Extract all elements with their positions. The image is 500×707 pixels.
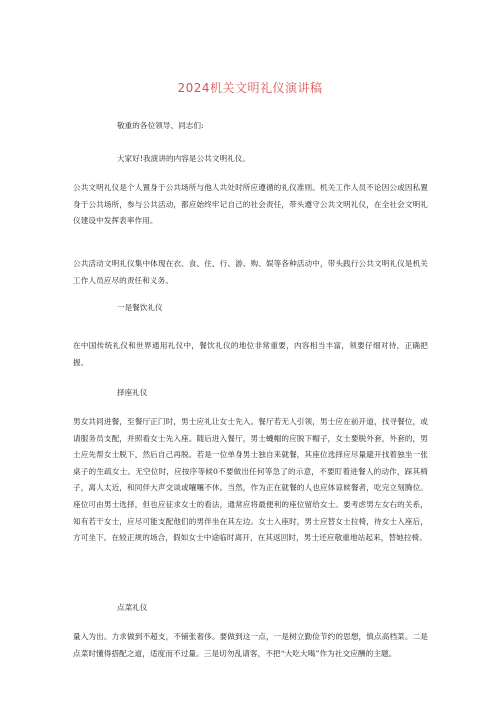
intro-line: 大家好!我演讲的内容是公共文明礼仪。 <box>117 154 251 163</box>
paragraph-activities: 公共活动文明礼仪集中体现在衣、食、住、行、游、购、娱等各种活动中，带头践行公共文明礼仪是机关工作人员应尽的责任和义务。 <box>73 259 428 285</box>
paragraph-public-etiquette: 公共文明礼仪是个人置身于公共场所与他人共处时所应遵循的礼仪准则。机关工作人员不论因公或因私置身于公共场所，参与公共活动，都应始终牢记自己的社会责任，带头遵守公共文明礼仪，在全社会文明礼仪建设中发挥表率作用。 <box>73 183 428 226</box>
section-heading-ordering: 点菜礼仪 <box>117 603 148 612</box>
section-heading-dining: 一是餐饮礼仪 <box>117 303 163 312</box>
paragraph-dining: 在中国传统礼仪和世界通用礼仪中，餐饮礼仪的地位非常重要，内容相当丰富，须要仔细对待，正确把握。 <box>73 341 428 367</box>
paragraph-ordering: 量入为出。力求做到不超支，不铺张奢侈。要做到这一点，一是树立勤俭节约的思想，慎点高档菜。二是点菜时懂得搭配之道，适度而不过量。三是切勿乱请客，不把“大吃大喝”作为社交应酬的主题。 <box>73 632 428 658</box>
section-heading-seating: 择座礼仪 <box>117 388 148 397</box>
salutation: 敬重的各位领导、同志们: <box>117 121 204 130</box>
paragraph-seating: 男女共同进餐，至餐厅正门时，男士应礼让女士先入。餐厅若无人引领，男士应在前开道，找寻餐位，或请服务员支配，并照看女士先入座。随后进入餐厅，男士蠛帽的应脱下帽子，女士要脱外套，外套的，男士应先帮女士脱下，然后自己再脱。若是一位单身男士独自来就餐，其座位选择应尽量避开找着独坐一张桌子的生疏女士。无空位时，应按序等候0不要做出任何等急了的示意，不要盯着进餐人的动作，踩其椅子，离人太近，和同伴大声交谈或嚷嚷不休。当然，作为正在就餐的人也应体谅候餐者，吃完立刻腾位。座位可由男士选择，但也应征求女士的看法，通常应将最便利的座位留给女士。要考虑男左女右的关系，知有若干女士，应尽可能支配他们的男伴坐在其左边。女士入座时，男士应替女士拉椅，待女士入座后，方可坐下。在较正规的场合，假如女士中途临时离开，在其返回时，男士还应敬重地站起来，替她拉椅。 <box>73 417 428 543</box>
document-title: 2024机关文明礼仪演讲稿 <box>177 81 323 95</box>
